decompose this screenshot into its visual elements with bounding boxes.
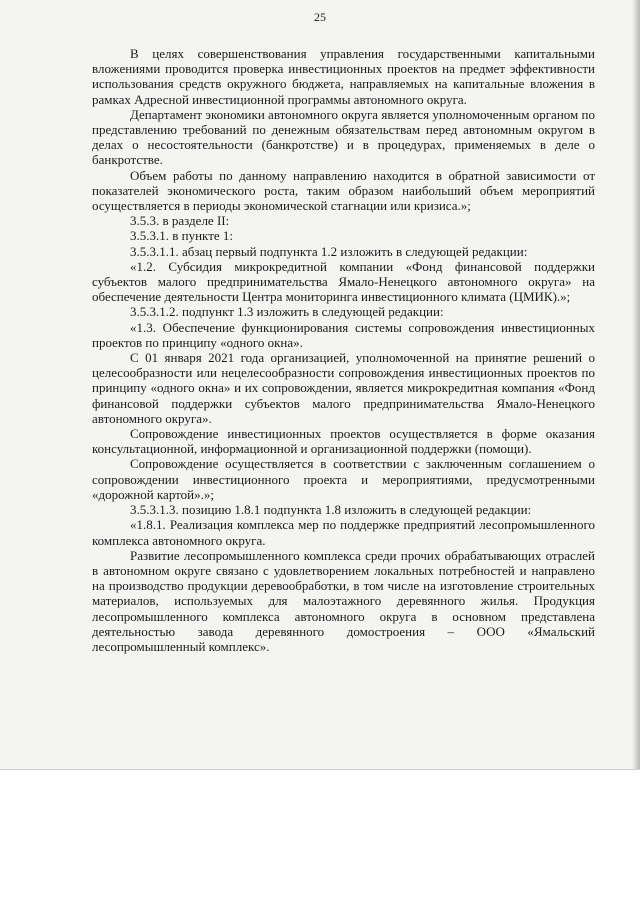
paragraph: Сопровождение инвестиционных проектов осуществляется в форме оказания консультационной, информационной и организационной поддержки (помощи). [92, 426, 595, 457]
paragraph: Развитие лесопромышленного комплекса среди прочих обрабатывающих отраслей в автономном округе связано с удовлетворением локальных потребностей и направлено на производство продукции деревообработки, в том числе на изготовление строительных материалов, используемых для малоэтажного деревянного жилья. Продукция лесопромышленного комплекса автономного округа в основном представлена деятельностью завода деревянного домостроения – ООО «Ямальский лесопромышленный комплекс». [92, 547, 595, 654]
paragraph: Департамент экономики автономного округа является уполномоченным органом по представлению требований по денежным обязательствам перед автономным округом в делах о несостоятельности (банкротстве) и в процедурах, применяемых в деле о банкротстве. [92, 106, 595, 168]
paragraph: «1.2. Субсидия микрокредитной компании «Фонд финансовой поддержки субъектов малого предпринимательства Ямало-Ненецкого автономного округа» на обеспечение деятельности Центра мониторинга инвестиционного климата (ЦМИК).»; [92, 258, 595, 305]
blank-margin [0, 770, 640, 905]
paragraph: 3.5.3.1.3. позицию 1.8.1 подпункта 1.8 изложить в следующей редакции: [130, 502, 532, 518]
paragraph: «1.3. Обеспечение функционирования системы сопровождения инвестиционных проектов по принципу «одного окна». [92, 319, 595, 350]
paragraph: «1.8.1. Реализация комплекса мер по поддержке предприятий лесопромышленного комплекса автономного округа. [92, 517, 595, 548]
paragraph: С 01 января 2021 года организацией, уполномоченной на принятие решений о целесообразности или нецелесообразности сопровождения инвестиционных проектов по принципу «одного окна» и их сопровождении, является микрокредитная компания «Фонд финансовой поддержки субъектов малого предпринимательства Ямало-Ненецкого автономного округа». [92, 350, 595, 426]
paragraph: Объем работы по данному направлению находится в обратной зависимости от показателей экономического роста, таким образом наибольший объем мероприятий осуществляется в периоды экономической стагнации или кризиса.»; [92, 167, 595, 214]
paragraph: Сопровождение осуществляется в соответствии с заключенным соглашением о сопровождении инвестиционного проекта и мероприятиями, предусмотренными «дорожной картой».»; [92, 456, 595, 502]
paragraph: В целях совершенствования управления государственными капитальными вложениями проводится проверка инвестиционных проектов на предмет эффективности использования средств окружного бюджета, направляемых на капитальные вложения в рамках Адресной инвестиционной программы автономного округа. [92, 46, 595, 107]
body-text [92, 46, 595, 654]
paragraph: 3.5.3. в разделе II: [130, 213, 230, 229]
page-number: 25 [314, 10, 326, 24]
paragraph: 3.5.3.1.1. абзац первый подпункта 1.2 изложить в следующей редакции: [130, 243, 528, 259]
paragraph: 3.5.3.1.2. подпункт 1.3 изложить в следующей редакции: [130, 304, 444, 320]
paragraph: 3.5.3.1. в пункте 1: [130, 228, 234, 244]
